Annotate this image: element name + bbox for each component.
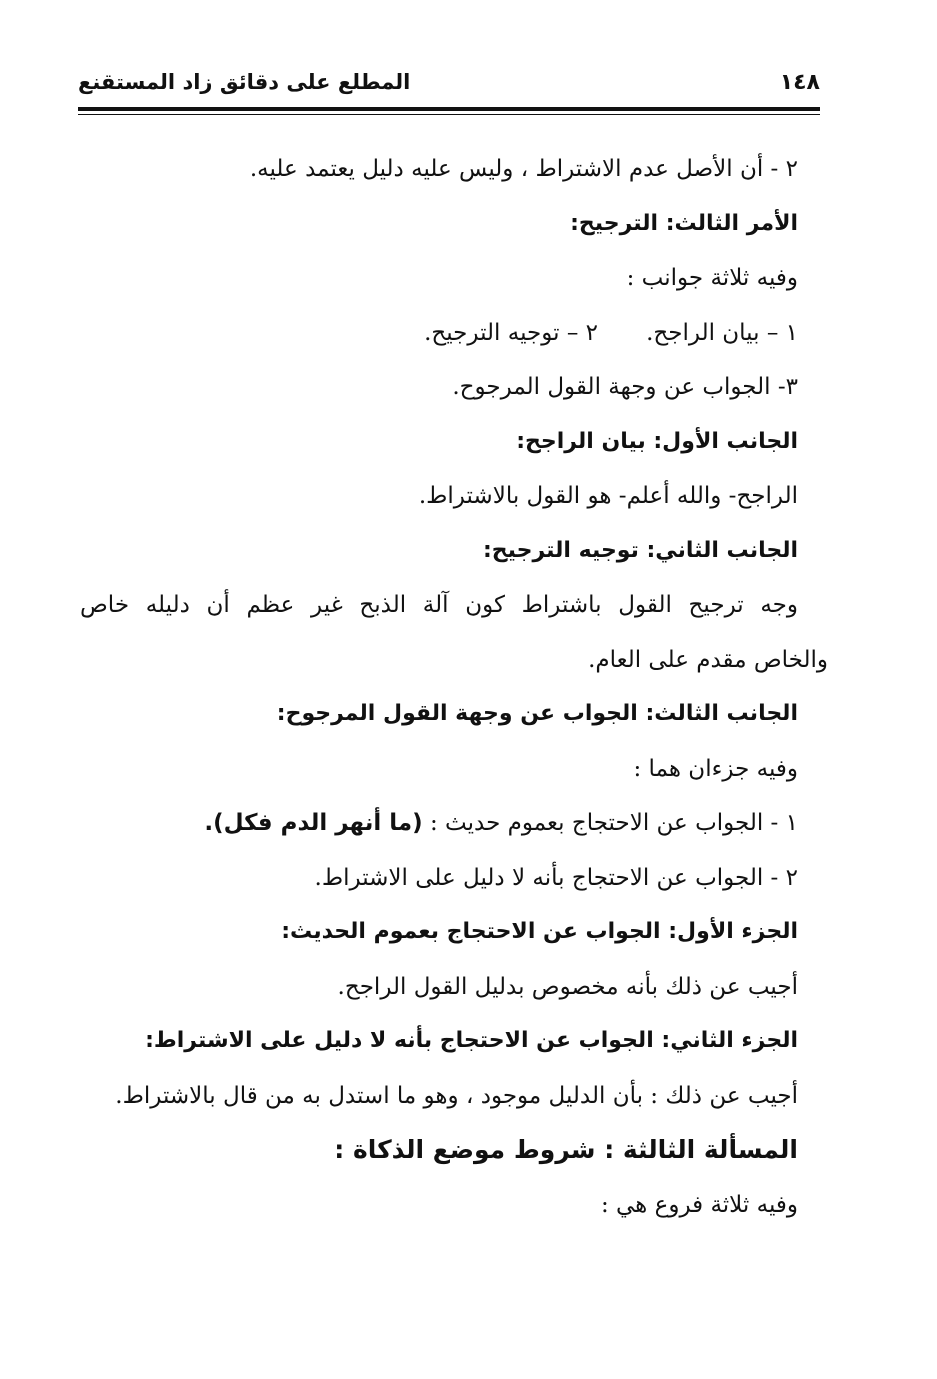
section-heading: الأمر الثالث: الترجيح: (570, 210, 798, 236)
subsection-heading: الجانب الثاني: توجيه الترجيح: (483, 537, 798, 563)
paragraph: الراجح- والله أعلم- هو القول بالاشتراط. (418, 483, 798, 509)
list-item: ٢ – توجيه الترجيح. (424, 319, 598, 346)
page-body (80, 142, 828, 1232)
paragraph: أجيب عن ذلك : بأن الدليل موجود ، وهو ما استدل به من قال بالاشتراط. (115, 1082, 798, 1109)
subsection-heading: الجانب الأول: بيان الراجح: (516, 428, 798, 454)
two-column-list (80, 306, 798, 361)
header-rule-thin (78, 114, 820, 115)
running-title: المطلع على دقائق زاد المستقنع (78, 70, 411, 94)
list-item: ١ – بيان الراجح. (646, 319, 798, 346)
page-header (78, 66, 820, 104)
page-number: ١٤٨ (779, 70, 820, 95)
hadith-quote: (ما أنهر الدم فكل). (204, 810, 423, 836)
paragraph: وفيه ثلاثة فروع هي : (600, 1191, 798, 1218)
header-rule-thick (78, 107, 820, 111)
list-item: ٣- الجواب عن وجهة القول المرجوح. (452, 374, 798, 400)
subsection-heading: الجانب الثالث: الجواب عن وجهة القول المرجوح: (276, 701, 798, 726)
paragraph: والخاص مقدم على العام. (588, 646, 828, 673)
chapter-heading: المسألة الثالثة : شروط موضع الذكاة : (334, 1135, 798, 1164)
subsection-heading: الجزء الأول: الجواب عن الاحتجاج بعموم الحديث: (281, 919, 798, 944)
paragraph: أجيب عن ذلك بأنه مخصوص بدليل القول الراجح. (337, 973, 798, 1000)
paragraph: وفيه جزءان هما : (633, 755, 798, 782)
subsection-heading: الجزء الثاني: الجواب عن الاحتجاج بأنه لا دليل على الاشتراط: (145, 1028, 798, 1053)
list-item (80, 796, 798, 851)
paragraph: وجه ترجيح القول باشتراط كون آلة الذبح غير عظم أن دليله خاص (80, 592, 798, 618)
list-item: ٢ - أن الأصل عدم الاشتراط ، وليس عليه دليل يعتمد عليه. (249, 156, 798, 182)
list-item: ٢ - الجواب عن الاحتجاج بأنه لا دليل على الاشتراط. (314, 864, 798, 891)
paragraph: وفيه ثلاثة جوانب : (626, 265, 798, 291)
list-item-text: ١ - الجواب عن الاحتجاج بعموم حديث : (422, 810, 798, 836)
